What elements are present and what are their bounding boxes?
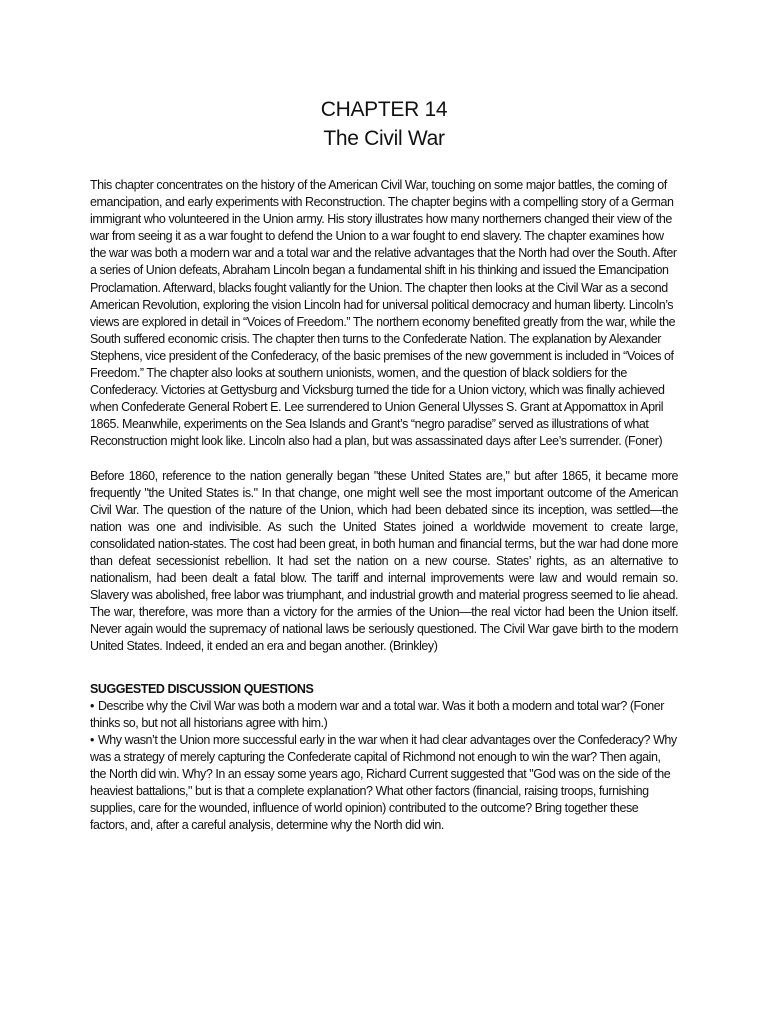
intro-paragraph: This chapter concentrates on the history of the American Civil War, touching on some major battles, the coming of emancipation, and early experiments with Reconstruction. The chapter begins with a compelling story of a German immigrant who volunteered in the Union army. His story illustrates how many northerners changed their view of the war from seeing it as a war fought to defend the Union to a war fought to end slavery. The chapter examines how the war was both a modern war and a total war and the relative advantages that the North had over the South. After a series of Union defeats, Abraham Lincoln began a fundamental shift in his thinking and issued the Emancipation Proclamation. Afterward, blacks fought valiantly for the Union. The chapter then looks at the Civil War as a second American Revolution, exploring the vision Lincoln had for universal political democracy and human liberty. Lincoln’s views are explored in detail in “Voices of Freedom.” The northern economy benefited greatly from the war, while the South suffered economic crisis. The chapter then turns to the Confederate Nation. The explanation by Alexander Stephens, vice president of the Confederacy, of the basic premises of the new government is included in “Voices of Freedom.” The chapter also looks at southern unionists, women, and the question of black soldiers for the Confederacy. Victories at Gettysburg and Vicksburg turned the tide for a Union victory, which was finally achieved when Confederate General Robert E. Lee surrendered to Union General Ulysses S. Grant at Appomattox in April 1865. Meanwhile, experiments on the Sea Islands and Grant’s “negro paradise” served as illustrations of what Reconstruction might look like. Lincoln also had a plan, but was assassinated days after Lee’s surrender. (Foner) <box>90 178 677 449</box>
bullet-icon: • <box>90 732 94 747</box>
chapter-number: CHAPTER 14 <box>320 98 448 121</box>
bullet-icon: • <box>90 698 94 713</box>
discussion-questions-section <box>90 681 678 835</box>
discussion-question-text: Why wasn’t the Union more successful early in the war when it had clear advantages over the Confederacy? Why was a strategy of merely capturing the Confederate capital of Richmond not enough to win the war? Then again, the North did win. Why? In an essay some years ago, Richard Current suggested that "God was on the side of the heaviest battalions," but is that a complete explanation? What other factors (financial, raising troops, furnishing supplies, care for the wounded, influence of world opinion) contributed to the outcome? Bring together these factors, and, after a careful analysis, determine why the North did win. <box>90 732 677 833</box>
discussion-question <box>90 732 678 835</box>
outcome-paragraph: Before 1860, reference to the nation generally began "these United States are," but after 1865, it became more frequently "the United States is." In that change, one might well see the most important outcome of the American Civil War. The question of the nature of the Union, which had been debated since its inception, was settled—the nation was one and indivisible. As such the United States joined a worldwide movement to create large, consolidated nation-states. The cost had been great, in both human and financial terms, but the war had done more than defeat secessionist rebellion. It had set the nation on a new course. States’ rights, as an alternative to nationalism, had been dealt a fatal blow. The tariff and internal improvements were law and would remain so. Slavery was abolished, free labor was triumphant, and industrial growth and material progress seemed to lie ahead. The war, therefore, was more than a victory for the armies of the Union—the real victor had been the Union itself. Never again would the supremacy of national laws be seriously questioned. The Civil War gave birth to the modern United States. Indeed, it ended an era and began another. (Brinkley) <box>90 468 678 654</box>
chapter-title: The Civil War <box>323 127 445 150</box>
discussion-questions-heading: SUGGESTED DISCUSSION QUESTIONS <box>90 681 314 696</box>
chapter-heading <box>90 95 678 153</box>
body-text <box>90 177 678 656</box>
discussion-question-text: Describe why the Civil War was both a modern war and a total war. Was it both a modern and total war? (Foner thinks so, but not all historians agree with him.) <box>90 698 664 730</box>
discussion-question <box>90 698 678 732</box>
